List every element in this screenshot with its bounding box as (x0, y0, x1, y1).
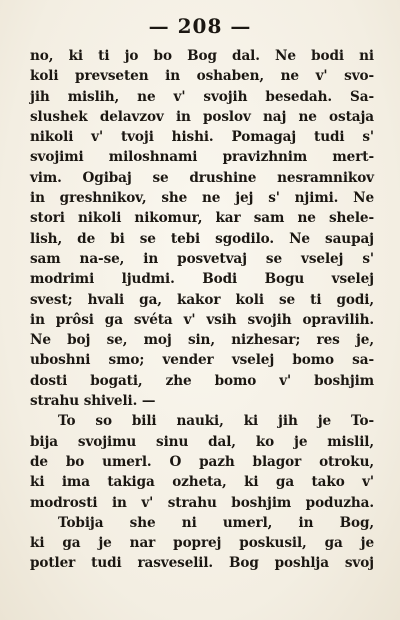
text-line: bija svojimu sinu dal, ko je mislil, (30, 433, 374, 450)
text-line: uboshni smo; vender vselej bomo sa- (30, 352, 374, 369)
text-line: modrimi ljudmi. Bodi Bogu vselej (30, 271, 374, 288)
text-line: stori nikoli nikomur, kar sam ne shele- (30, 210, 374, 227)
text-line: ki ga je nar poprej poskusil, ga je (30, 535, 374, 552)
text-line: Ne boj se, moj sin, nizhesar; res je, (30, 332, 374, 349)
text-line: vim. Ogibaj se drushine nesramnikov (30, 169, 374, 186)
text-line: modrosti in v' strahu boshjim poduzha. (30, 494, 374, 511)
text-line: slushek delavzov in poslov naj ne ostaja (30, 108, 374, 125)
text-line: in greshnikov, she ne jej s' njimi. Ne (30, 190, 374, 207)
text-line: To so bili nauki, ki jih je To- (58, 413, 374, 430)
text-line: no, ki ti jo bo Bog dal. Ne bodi ni (30, 48, 374, 64)
text-line: dosti bogati, zhe bomo v' boshjim (30, 372, 374, 389)
text-line: in prôsi ga svéta v' vsih svojih opravilih. (30, 311, 374, 328)
text-line: svest; hvali ga, kakor koli se ti godi, (30, 291, 374, 308)
text-line: koli prevseten in oshaben, ne v' svo- (30, 68, 374, 85)
text-line: nikoli v' tvoji hishi. Pomagaj tudi s' (30, 129, 374, 146)
text-line: de bo umerl. O pazh blagor otroku, (30, 453, 374, 470)
page-number: — 208 — (148, 14, 252, 38)
text-line: potler tudi rasveselil. Bog poshlja svoj (30, 555, 374, 572)
text-line: ki ima takiga ozheta, ki ga tako v' (30, 474, 374, 491)
text-line: Tobija she ni umerl, in Bog, (58, 514, 374, 531)
text-line: strahu shiveli. — (30, 393, 156, 410)
body-text (30, 46, 374, 574)
text-line: jih mislih, ne v' svojih besedah. Sa- (30, 88, 374, 105)
text-line: svojimi miloshnami pravizhnim mert- (30, 149, 374, 166)
text-line: lish, de bi se tebi sgodilo. Ne saupaj (30, 230, 374, 247)
text-line: sam na-se, in posvetvaj se vselej s' (30, 250, 374, 267)
